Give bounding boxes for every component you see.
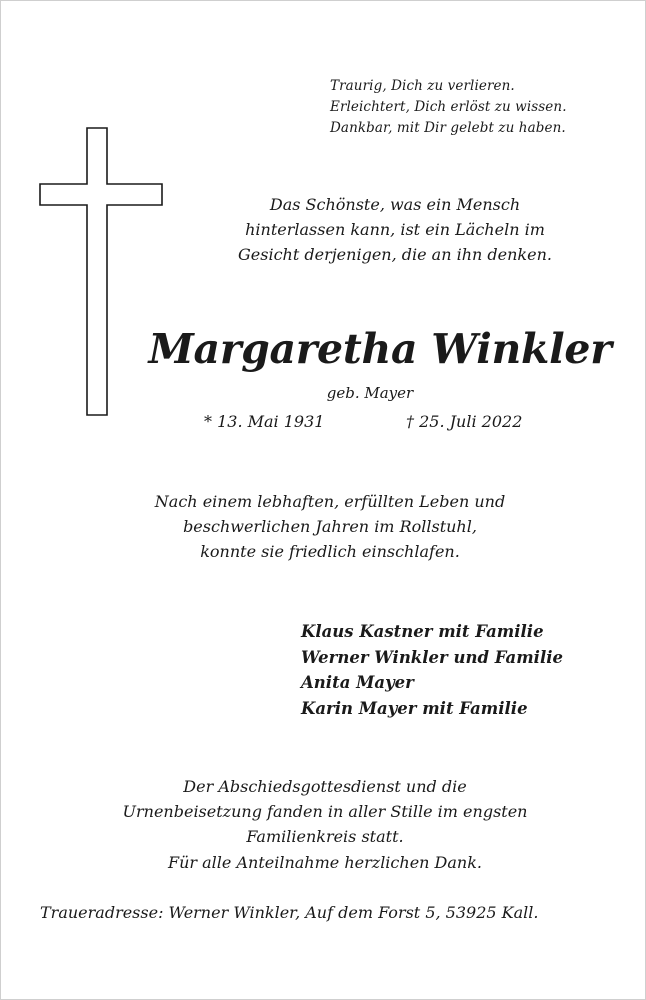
mourner-item: Klaus Kastner mit Familie xyxy=(301,622,544,641)
maiden-name: geb. Mayer xyxy=(326,384,414,402)
service-line: Familienkreis statt. xyxy=(246,827,404,846)
quote-line: Gesicht derjenigen, die an ihn denken. xyxy=(238,245,552,264)
service-line: Der Abschiedsgottesdienst und die xyxy=(183,777,467,796)
motto-verse xyxy=(330,76,567,139)
birth-date: * 13. Mai 1931 xyxy=(204,412,325,431)
quote xyxy=(180,192,610,267)
quote-line: hinterlassen kann, ist ein Lächeln im xyxy=(245,220,545,239)
mourning-address: Traueradresse: Werner Winkler, Auf dem Forst 5, 53925 Kall. xyxy=(40,903,539,922)
motto-line: Traurig, Dich zu verlieren. xyxy=(330,78,515,94)
motto-line: Erleichtert, Dich erlöst zu wissen. xyxy=(330,99,567,115)
mourners-list xyxy=(301,619,563,721)
obituary-line: beschwerlichen Jahren im Rollstuhl, xyxy=(183,517,477,536)
obituary-line: Nach einem lebhaften, erfüllten Leben und xyxy=(154,492,506,511)
service-line: Urnenbeisetzung fanden in aller Stille im engsten xyxy=(122,802,528,821)
obituary-line: konnte sie friedlich einschlafen. xyxy=(200,542,460,561)
mourner-item: Werner Winkler und Familie xyxy=(301,647,563,667)
motto-line: Dankbar, mit Dir gelebt zu haben. xyxy=(330,120,566,136)
thanks-line: Für alle Anteilnahme herzlichen Dank. xyxy=(168,853,482,872)
obituary-text xyxy=(60,489,600,564)
mourner-item: Anita Mayer xyxy=(301,673,414,692)
quote-line: Das Schönste, was ein Mensch xyxy=(269,195,521,214)
death-date: † 25. Juli 2022 xyxy=(406,412,523,431)
mourner-item: Karin Mayer mit Familie xyxy=(301,698,528,718)
service-notice xyxy=(40,774,610,849)
life-dates xyxy=(204,412,523,431)
deceased-name: Margaretha Winkler xyxy=(148,325,612,373)
